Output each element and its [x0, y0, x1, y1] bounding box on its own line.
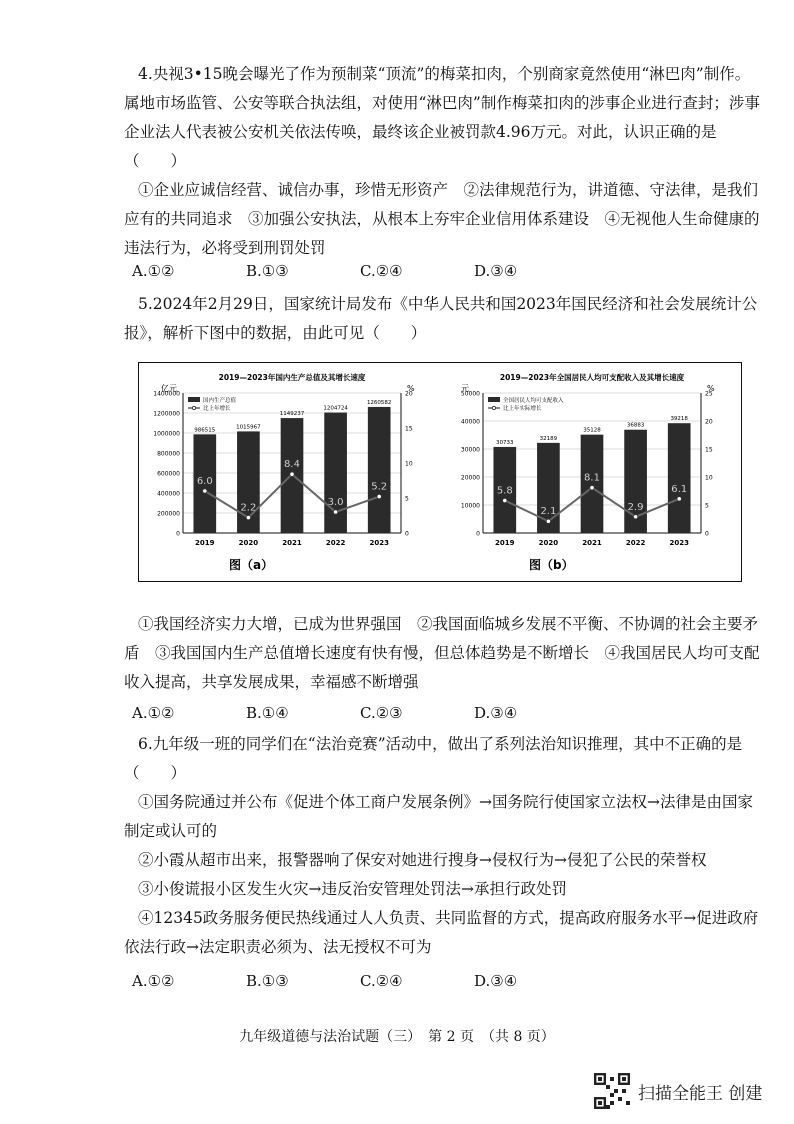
chart-a-growth-label: 6.0 [196, 476, 213, 487]
chart-b-bar-label: 35128 [583, 427, 601, 434]
chart-a-x-tick-label: 2022 [325, 539, 346, 547]
chart-b-svg [439, 363, 739, 579]
q6-item-4: ④12345政务服务便民热线通过人人负责、共同监督的方式，提高政府服务水平→促进政府依法行政→法定职责必须为、法无授权不可为 [124, 909, 759, 956]
chart-a-growth-label: 3.0 [327, 497, 344, 508]
chart-b-left-unit: 元 [461, 384, 469, 393]
watermark-text: 扫描全能王 创建 [638, 1084, 763, 1104]
q4-option-a[interactable]: A.①② [132, 262, 175, 280]
chart-b-growth-label: 5.8 [496, 485, 513, 497]
chart-b-y-tick-label: 20000 [460, 474, 480, 482]
chart-b-title: 2019—2023年全国居民人均可支配收入及其增长速度 [499, 373, 685, 382]
chart-a-bar [324, 413, 347, 533]
chart-a-y-tick-label: 800000 [157, 450, 180, 458]
chart-a-bar [368, 407, 391, 533]
chart-b-y-tick-label: 10000 [460, 502, 480, 510]
chart-b-y2-tick-label: 10 [705, 474, 713, 482]
chart-a-growth-point [203, 489, 207, 493]
chart-b-bar [581, 435, 604, 533]
chart-b-y2-tick-label: 20 [705, 418, 713, 426]
q6-option-c[interactable]: C.②④ [360, 972, 403, 990]
qr-code-icon [594, 1073, 630, 1109]
chart-b-y2-tick-label: 25 [705, 390, 713, 398]
chart-a-x-tick-label: 2019 [195, 539, 215, 547]
chart-b-bar-label: 36883 [626, 422, 645, 429]
chart-a-x-tick-label: 2020 [238, 539, 259, 547]
chart-a-y2-tick-label: 15 [405, 425, 413, 433]
q5-option-a[interactable]: A.①② [132, 704, 175, 722]
chart-a-y2-tick-label: 0 [405, 530, 409, 538]
chart-b-growth-point [677, 497, 681, 501]
chart-a-growth-label: 8.4 [284, 459, 300, 471]
q6-options [132, 972, 588, 990]
q6-item-2: ②小霞从超市出来，报警器响了保安对她进行搜身→侵权行为→侵犯了公民的荣誉权 [138, 851, 707, 869]
q5-option-c[interactable]: C.②③ [360, 704, 403, 722]
chart-b-growth-label: 2.9 [627, 501, 644, 513]
chart-a-legend-line-label: 比上年增长 [203, 406, 231, 412]
q4-option-b[interactable]: B.①③ [246, 262, 289, 280]
chart-a-right-unit: % [407, 384, 415, 393]
chart-a-y-tick-label: 1400000 [153, 390, 180, 398]
chart-b-x-tick-label: 2022 [625, 539, 646, 547]
chart-b-y2-tick-label: 5 [705, 502, 709, 510]
q6-option-a[interactable]: A.①② [132, 972, 175, 990]
chart-b-y2-tick-label: 0 [705, 530, 709, 538]
chart-a-legend-bar-swatch [188, 397, 200, 402]
q5-option-b[interactable]: B.①④ [246, 704, 289, 722]
chart-a-y2-tick-label: 5 [405, 495, 409, 503]
q4-stem: 4.央视3•15晚会曝光了作为预制菜“顶流”的梅菜扣肉，个别商家竟然使用“淋巴肉”制作。属地市场监管、公安等联合执法组，对使用“淋巴肉”制作梅菜扣肉的涉事企业进行查封；涉事企业法人代表被公安机关依法传唤，最终该企业被罚款4.96万元。对此，认识正确的是（ ） [124, 65, 760, 170]
chart-b-caption: 图（b） [529, 558, 574, 572]
chart-b-legend-line-label: 比上年实际增长 [503, 406, 542, 412]
chart-b-x-tick-label: 2019 [495, 539, 515, 547]
chart-a-y-tick-label: 1000000 [153, 430, 180, 438]
chart-a-y-tick-label: 400000 [157, 490, 180, 498]
chart-a-bar-label: 986515 [194, 427, 216, 434]
q4-option-d[interactable]: D.③④ [474, 262, 518, 280]
q6-option-d[interactable]: D.③④ [474, 972, 518, 990]
page-footer: 九年级道德与法治试题（三） 第 2 页 （共 8 页） [239, 1029, 555, 1045]
chart-b-y2-tick-label: 15 [705, 446, 713, 454]
chart-a-y2-tick-label: 10 [405, 460, 413, 468]
chart-a-growth-point [246, 515, 250, 519]
chart-b-bar-label: 30733 [496, 439, 514, 446]
chart-b-y-tick-label: 0 [476, 530, 480, 538]
chart-a-growth-point [377, 494, 381, 498]
chart-b [439, 363, 739, 579]
chart-b-legend-bar-swatch [488, 397, 500, 402]
q4-items: ①企业应诚信经营、诚信办事，珍惜无形资产 ②法律规范行为，讲道德、守法律，是我们应有的共同追求 ③加强公安执法，从根本上夯牢企业信用体系建设 ④无视他人生命健康的违法行为，必将受到刑罚处罚 [124, 181, 760, 257]
q6-stem: 6.九年级一班的同学们在“法治竞赛”活动中，做出了系列法治知识推理，其中不正确的是（ ） [124, 735, 743, 782]
q5-option-d[interactable]: D.③④ [474, 704, 518, 722]
chart-b-legend-bar-label: 全国居民人均可支配收入 [503, 398, 564, 404]
chart-b-x-tick-label: 2021 [582, 539, 602, 547]
chart-a-bar-label: 1204724 [323, 405, 348, 412]
chart-b-growth-point [503, 498, 507, 502]
chart-b-legend-line-marker [492, 406, 495, 409]
chart-a-left-unit: 亿元 [161, 384, 177, 393]
q6-item-1: ①国务院通过并公布《促进个体工商户发展条例》→国务院行使国家立法权→法律是由国家制定或认可的 [124, 793, 753, 840]
chart-a-caption: 图（a） [229, 558, 274, 572]
chart-a-x-tick-label: 2023 [369, 539, 389, 547]
chart-a [139, 363, 439, 579]
chart-b-bar [668, 423, 691, 533]
q6-option-b[interactable]: B.①③ [246, 972, 289, 990]
chart-b-x-tick-label: 2020 [538, 539, 559, 547]
chart-b-x-tick-label: 2023 [669, 539, 689, 547]
chart-a-growth-label: 5.2 [371, 481, 388, 493]
chart-a-legend-line-marker [192, 406, 195, 409]
chart-b-y-tick-label: 30000 [460, 446, 480, 454]
chart-b-bar-label: 39218 [670, 416, 688, 423]
q4-options [132, 262, 588, 280]
chart-a-svg [139, 363, 439, 579]
chart-a-y-tick-label: 200000 [157, 510, 180, 518]
q5-items: ①我国经济实力大增，已成为世界强国 ②我国面临城乡发展不平衡、不协调的社会主要矛盾 ③我国国内生产总值增长速度有快有慢，但总体趋势是不断增长 ④我国居民人均可支配收入提高，共享发展成果，幸福感不断增强 [124, 615, 760, 691]
chart-a-bar-label: 1260582 [366, 399, 392, 406]
chart-b-y-tick-label: 40000 [460, 418, 480, 426]
chart-b-growth-label: 6.1 [671, 483, 688, 495]
q5-stem: 5.2024年2月29日，国家统计局发布《中华人民共和国2023年国民经济和社会发展统计公报》，解析下图中的数据，由此可见（ ） [124, 295, 758, 342]
chart-b-y-tick-label: 50000 [460, 390, 480, 398]
q4-option-c[interactable]: C.②④ [360, 262, 403, 280]
chart-a-title: 2019—2023年国内生产总值及其增长速度 [218, 373, 366, 382]
chart-a-bar-label: 1149237 [279, 411, 305, 418]
chart-a-y-tick-label: 1200000 [153, 410, 180, 418]
q6-item-3: ③小俊谎报小区发生火灾→违反治安管理处罚法→承担行政处罚 [138, 880, 567, 898]
chart-a-growth-point [333, 510, 337, 514]
chart-a-bar-label: 1015967 [236, 424, 261, 431]
chart-b-right-unit: % [707, 384, 715, 393]
chart-a-legend-bar-label: 国内生产总值 [203, 398, 237, 404]
chart-b-growth-label: 2.1 [540, 506, 557, 518]
q5-options [132, 704, 588, 722]
chart-b-growth-point [546, 519, 550, 523]
chart-a-growth-label: 2.2 [240, 502, 257, 514]
figure-box [138, 362, 742, 582]
chart-b-growth-point [590, 485, 594, 489]
chart-b-growth-point [633, 515, 637, 519]
chart-a-y-tick-label: 0 [176, 530, 180, 538]
chart-a-y2-tick-label: 20 [405, 390, 413, 398]
chart-a-growth-point [290, 472, 294, 476]
chart-b-growth-label: 8.1 [584, 472, 600, 484]
chart-b-bar-label: 32189 [539, 435, 558, 442]
chart-a-y-tick-label: 600000 [157, 470, 180, 478]
chart-a-x-tick-label: 2021 [282, 539, 302, 547]
scanner-watermark [594, 1073, 784, 1113]
